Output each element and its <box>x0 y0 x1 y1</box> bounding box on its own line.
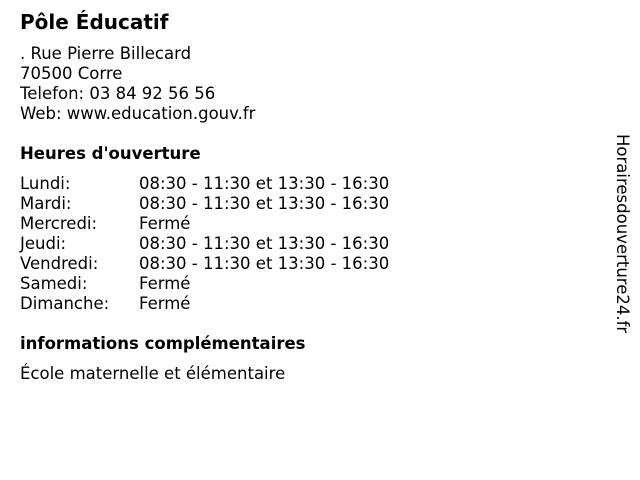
address-web: Web: www.education.gouv.fr <box>20 104 256 123</box>
address-phone: Telefon: 03 84 92 56 56 <box>20 84 216 103</box>
hours-day: Mardi: <box>20 194 72 213</box>
hours-day: Dimanche: <box>20 294 110 313</box>
hours-time: Fermé <box>139 274 191 293</box>
hours-day: Vendredi: <box>20 254 99 273</box>
hours-day: Mercredi: <box>20 214 98 233</box>
hours-time: Fermé <box>139 214 191 233</box>
address-city: 70500 Corre <box>20 64 123 83</box>
address-block <box>20 44 255 124</box>
hours-time: 08:30 - 11:30 et 13:30 - 16:30 <box>139 194 390 213</box>
watermark-text: Horairesdouverture24.fr <box>613 134 632 334</box>
additional-info-heading: informations complémentaires <box>20 334 306 353</box>
hours-time: 08:30 - 11:30 et 13:30 - 16:30 <box>139 234 390 253</box>
additional-info-text: École maternelle et élémentaire <box>20 364 286 383</box>
opening-hours-heading: Heures d'ouverture <box>20 144 201 163</box>
hours-day: Lundi: <box>20 174 71 193</box>
hours-day: Jeudi: <box>20 234 67 253</box>
page-title: Pôle Éducatif <box>20 10 169 34</box>
hours-time: 08:30 - 11:30 et 13:30 - 16:30 <box>139 254 390 273</box>
hours-day: Samedi: <box>20 274 88 293</box>
hours-time: Fermé <box>139 294 191 313</box>
hours-time: 08:30 - 11:30 et 13:30 - 16:30 <box>139 174 390 193</box>
address-street: . Rue Pierre Billecard <box>20 44 192 63</box>
